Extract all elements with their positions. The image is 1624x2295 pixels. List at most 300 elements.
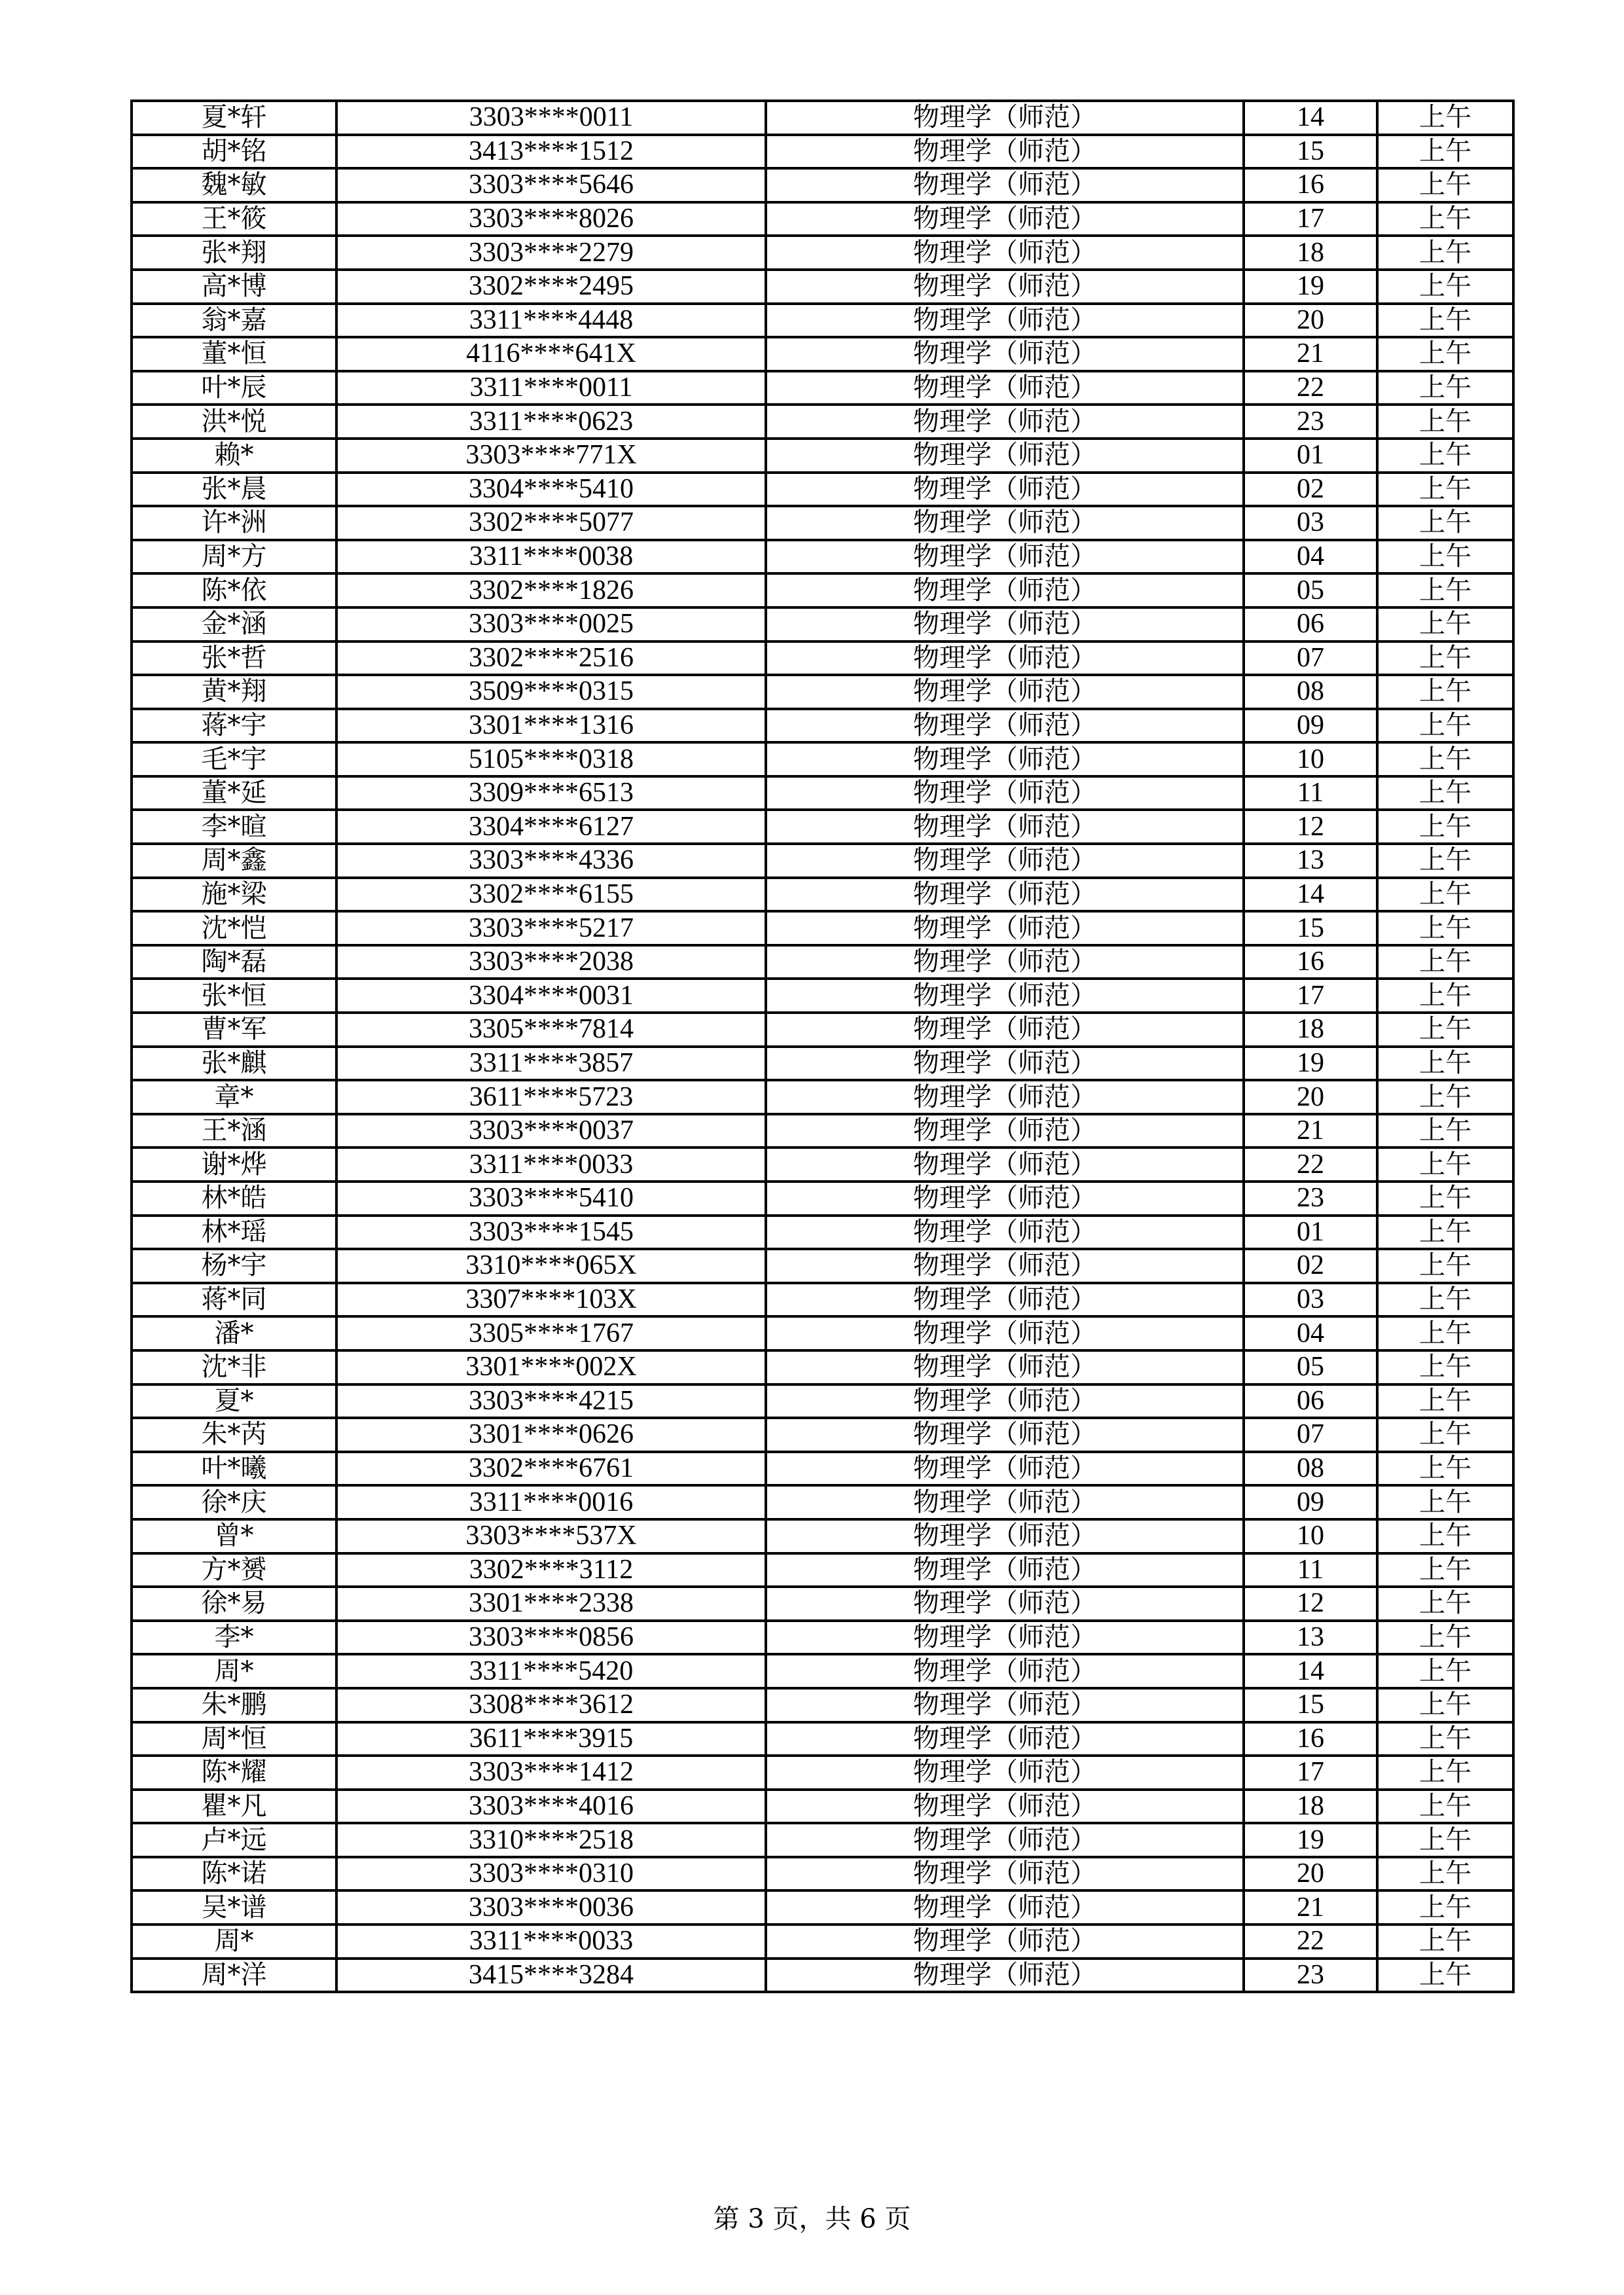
session-cell: 上午 xyxy=(1377,270,1513,304)
seat-number-cell: 10 xyxy=(1244,742,1377,776)
candidate-name-cell: 赖* xyxy=(132,439,336,473)
major-cell: 物理学（师范） xyxy=(766,810,1244,844)
candidate-name-cell: 周*恒 xyxy=(132,1722,336,1756)
session-cell: 上午 xyxy=(1377,607,1513,642)
table-row xyxy=(132,371,1513,405)
major-cell: 物理学（师范） xyxy=(766,573,1244,607)
seat-number-cell: 07 xyxy=(1244,642,1377,676)
seat-number-cell: 04 xyxy=(1244,540,1377,574)
id-number-cell: 3310****2518 xyxy=(336,1823,766,1857)
major-cell: 物理学（师范） xyxy=(766,270,1244,304)
table-row xyxy=(132,270,1513,304)
table-row xyxy=(132,675,1513,709)
major-cell: 物理学（师范） xyxy=(766,709,1244,743)
session-cell: 上午 xyxy=(1377,709,1513,743)
table-row xyxy=(132,168,1513,202)
session-cell: 上午 xyxy=(1377,1114,1513,1148)
major-cell: 物理学（师范） xyxy=(766,1283,1244,1317)
id-number-cell: 3303****537X xyxy=(336,1519,766,1553)
id-number-cell: 3303****5217 xyxy=(336,911,766,945)
table-row xyxy=(132,101,1513,135)
table-row xyxy=(132,1485,1513,1519)
table-row xyxy=(132,1452,1513,1486)
id-number-cell: 3311****5420 xyxy=(336,1654,766,1688)
seat-number-cell: 13 xyxy=(1244,844,1377,878)
id-number-cell: 3304****0031 xyxy=(336,979,766,1013)
table-row xyxy=(132,1013,1513,1047)
session-cell: 上午 xyxy=(1377,1823,1513,1857)
id-number-cell: 3309****6513 xyxy=(336,776,766,810)
seat-number-cell: 16 xyxy=(1244,945,1377,979)
seat-number-cell: 22 xyxy=(1244,1148,1377,1182)
table-row xyxy=(132,642,1513,676)
session-cell: 上午 xyxy=(1377,506,1513,540)
major-cell: 物理学（师范） xyxy=(766,371,1244,405)
seat-number-cell: 12 xyxy=(1244,810,1377,844)
table-row xyxy=(132,1722,1513,1756)
major-cell: 物理学（师范） xyxy=(766,844,1244,878)
seat-number-cell: 02 xyxy=(1244,1249,1377,1283)
table-row xyxy=(132,844,1513,878)
id-number-cell: 3303****5410 xyxy=(336,1182,766,1216)
session-cell: 上午 xyxy=(1377,1418,1513,1452)
id-number-cell: 3303****2038 xyxy=(336,945,766,979)
session-cell: 上午 xyxy=(1377,405,1513,439)
major-cell: 物理学（师范） xyxy=(766,742,1244,776)
candidate-name-cell: 曾* xyxy=(132,1519,336,1553)
session-cell: 上午 xyxy=(1377,1316,1513,1350)
table-row xyxy=(132,911,1513,945)
id-number-cell: 3303****1545 xyxy=(336,1216,766,1250)
seat-number-cell: 23 xyxy=(1244,1959,1377,1993)
seat-number-cell: 17 xyxy=(1244,202,1377,236)
table-row xyxy=(132,337,1513,371)
major-cell: 物理学（师范） xyxy=(766,1587,1244,1621)
major-cell: 物理学（师范） xyxy=(766,1553,1244,1587)
seat-number-cell: 15 xyxy=(1244,135,1377,169)
id-number-cell: 3302****6761 xyxy=(336,1452,766,1486)
id-number-cell: 3301****2338 xyxy=(336,1587,766,1621)
session-cell: 上午 xyxy=(1377,1890,1513,1925)
id-number-cell: 3311****0016 xyxy=(336,1485,766,1519)
id-number-cell: 3311****3857 xyxy=(336,1047,766,1081)
table-row xyxy=(132,202,1513,236)
session-cell: 上午 xyxy=(1377,1621,1513,1655)
id-number-cell: 3301****1316 xyxy=(336,709,766,743)
major-cell: 物理学（师范） xyxy=(766,202,1244,236)
candidate-name-cell: 魏*敏 xyxy=(132,168,336,202)
id-number-cell: 3311****4448 xyxy=(336,304,766,338)
major-cell: 物理学（师范） xyxy=(766,1519,1244,1553)
major-cell: 物理学（师范） xyxy=(766,945,1244,979)
id-number-cell: 3303****4336 xyxy=(336,844,766,878)
session-cell: 上午 xyxy=(1377,1182,1513,1216)
id-number-cell: 3301****0626 xyxy=(336,1418,766,1452)
seat-number-cell: 11 xyxy=(1244,776,1377,810)
session-cell: 上午 xyxy=(1377,1283,1513,1317)
table-row xyxy=(132,1654,1513,1688)
major-cell: 物理学（师范） xyxy=(766,304,1244,338)
table-row xyxy=(132,1890,1513,1925)
seat-number-cell: 22 xyxy=(1244,1925,1377,1959)
table-row xyxy=(132,1823,1513,1857)
session-cell: 上午 xyxy=(1377,1216,1513,1250)
seat-number-cell: 18 xyxy=(1244,1790,1377,1824)
candidate-name-cell: 周*方 xyxy=(132,540,336,574)
seat-number-cell: 10 xyxy=(1244,1519,1377,1553)
seat-number-cell: 11 xyxy=(1244,1553,1377,1587)
table-row xyxy=(132,742,1513,776)
session-cell: 上午 xyxy=(1377,1249,1513,1283)
id-number-cell: 3303****5646 xyxy=(336,168,766,202)
candidate-name-cell: 林*皓 xyxy=(132,1182,336,1216)
major-cell: 物理学（师范） xyxy=(766,1654,1244,1688)
candidate-name-cell: 蒋*宇 xyxy=(132,709,336,743)
seat-number-cell: 01 xyxy=(1244,439,1377,473)
id-number-cell: 3303****0036 xyxy=(336,1890,766,1925)
seat-number-cell: 16 xyxy=(1244,168,1377,202)
id-number-cell: 3413****1512 xyxy=(336,135,766,169)
candidate-name-cell: 高*博 xyxy=(132,270,336,304)
candidate-name-cell: 李*暄 xyxy=(132,810,336,844)
table-row xyxy=(132,1047,1513,1081)
table-row xyxy=(132,1688,1513,1722)
candidate-name-cell: 胡*铭 xyxy=(132,135,336,169)
seat-number-cell: 20 xyxy=(1244,1857,1377,1891)
candidate-name-cell: 陈*耀 xyxy=(132,1756,336,1790)
candidate-name-cell: 谢*烨 xyxy=(132,1148,336,1182)
seat-number-cell: 21 xyxy=(1244,1890,1377,1925)
candidate-name-cell: 潘* xyxy=(132,1316,336,1350)
seat-number-cell: 14 xyxy=(1244,878,1377,912)
major-cell: 物理学（师范） xyxy=(766,1316,1244,1350)
major-cell: 物理学（师范） xyxy=(766,506,1244,540)
major-cell: 物理学（师范） xyxy=(766,1148,1244,1182)
session-cell: 上午 xyxy=(1377,1553,1513,1587)
major-cell: 物理学（师范） xyxy=(766,1216,1244,1250)
seat-number-cell: 17 xyxy=(1244,1756,1377,1790)
seat-number-cell: 21 xyxy=(1244,337,1377,371)
major-cell: 物理学（师范） xyxy=(766,1857,1244,1891)
seat-number-cell: 18 xyxy=(1244,236,1377,270)
seat-number-cell: 12 xyxy=(1244,1587,1377,1621)
candidate-name-cell: 周*洋 xyxy=(132,1959,336,1993)
id-number-cell: 3311****0011 xyxy=(336,371,766,405)
table-row xyxy=(132,1316,1513,1350)
table-row xyxy=(132,1857,1513,1891)
id-number-cell: 3305****7814 xyxy=(336,1013,766,1047)
major-cell: 物理学（师范） xyxy=(766,1756,1244,1790)
major-cell: 物理学（师范） xyxy=(766,168,1244,202)
major-cell: 物理学（师范） xyxy=(766,1485,1244,1519)
candidate-name-cell: 周* xyxy=(132,1925,336,1959)
candidate-name-cell: 杨*宇 xyxy=(132,1249,336,1283)
session-cell: 上午 xyxy=(1377,878,1513,912)
candidate-name-cell: 徐*庆 xyxy=(132,1485,336,1519)
candidate-name-cell: 叶*曦 xyxy=(132,1452,336,1486)
id-number-cell: 3303****1412 xyxy=(336,1756,766,1790)
candidate-name-cell: 章* xyxy=(132,1080,336,1114)
id-number-cell: 3303****0856 xyxy=(336,1621,766,1655)
seat-number-cell: 14 xyxy=(1244,101,1377,135)
id-number-cell: 3310****065X xyxy=(336,1249,766,1283)
table-row xyxy=(132,1756,1513,1790)
candidate-name-cell: 朱*鹏 xyxy=(132,1688,336,1722)
candidate-name-cell: 张*麒 xyxy=(132,1047,336,1081)
candidate-name-cell: 张*恒 xyxy=(132,979,336,1013)
session-cell: 上午 xyxy=(1377,1756,1513,1790)
table-row xyxy=(132,945,1513,979)
id-number-cell: 3302****2495 xyxy=(336,270,766,304)
seat-number-cell: 16 xyxy=(1244,1722,1377,1756)
session-cell: 上午 xyxy=(1377,675,1513,709)
id-number-cell: 3303****0025 xyxy=(336,607,766,642)
candidate-name-cell: 徐*易 xyxy=(132,1587,336,1621)
id-number-cell: 3311****0038 xyxy=(336,540,766,574)
seat-number-cell: 15 xyxy=(1244,911,1377,945)
table-row xyxy=(132,776,1513,810)
table-row xyxy=(132,1553,1513,1587)
candidate-name-cell: 许*洲 xyxy=(132,506,336,540)
session-cell: 上午 xyxy=(1377,101,1513,135)
id-number-cell: 3303****8026 xyxy=(336,202,766,236)
table-row xyxy=(132,405,1513,439)
table-row xyxy=(132,1925,1513,1959)
candidate-name-cell: 瞿*凡 xyxy=(132,1790,336,1824)
major-cell: 物理学（师范） xyxy=(766,1688,1244,1722)
candidate-name-cell: 董*延 xyxy=(132,776,336,810)
table-row xyxy=(132,1216,1513,1250)
major-cell: 物理学（师范） xyxy=(766,405,1244,439)
table-row xyxy=(132,1384,1513,1419)
seat-number-cell: 20 xyxy=(1244,304,1377,338)
id-number-cell: 3302****5077 xyxy=(336,506,766,540)
session-cell: 上午 xyxy=(1377,844,1513,878)
session-cell: 上午 xyxy=(1377,135,1513,169)
seat-number-cell: 08 xyxy=(1244,1452,1377,1486)
session-cell: 上午 xyxy=(1377,573,1513,607)
candidate-name-cell: 董*恒 xyxy=(132,337,336,371)
table-row xyxy=(132,1182,1513,1216)
id-number-cell: 3509****0315 xyxy=(336,675,766,709)
candidate-name-cell: 张*晨 xyxy=(132,473,336,507)
id-number-cell: 3302****1826 xyxy=(336,573,766,607)
id-number-cell: 3311****0623 xyxy=(336,405,766,439)
seat-number-cell: 06 xyxy=(1244,1384,1377,1419)
table-row xyxy=(132,439,1513,473)
candidate-name-cell: 陈*依 xyxy=(132,573,336,607)
table-row xyxy=(132,1959,1513,1993)
table-row xyxy=(132,1080,1513,1114)
session-cell: 上午 xyxy=(1377,810,1513,844)
candidate-name-cell: 翁*嘉 xyxy=(132,304,336,338)
id-number-cell: 3303****2279 xyxy=(336,236,766,270)
major-cell: 物理学（师范） xyxy=(766,1621,1244,1655)
session-cell: 上午 xyxy=(1377,439,1513,473)
major-cell: 物理学（师范） xyxy=(766,101,1244,135)
major-cell: 物理学（师范） xyxy=(766,1925,1244,1959)
candidate-name-cell: 吴*谱 xyxy=(132,1890,336,1925)
session-cell: 上午 xyxy=(1377,1350,1513,1384)
major-cell: 物理学（师范） xyxy=(766,1790,1244,1824)
seat-number-cell: 06 xyxy=(1244,607,1377,642)
major-cell: 物理学（师范） xyxy=(766,1182,1244,1216)
table-row xyxy=(132,1621,1513,1655)
session-cell: 上午 xyxy=(1377,1013,1513,1047)
major-cell: 物理学（师范） xyxy=(766,1080,1244,1114)
session-cell: 上午 xyxy=(1377,1047,1513,1081)
major-cell: 物理学（师范） xyxy=(766,1114,1244,1148)
candidate-name-cell: 曹*军 xyxy=(132,1013,336,1047)
major-cell: 物理学（师范） xyxy=(766,135,1244,169)
id-number-cell: 3311****0033 xyxy=(336,1148,766,1182)
seat-number-cell: 05 xyxy=(1244,573,1377,607)
major-cell: 物理学（师范） xyxy=(766,473,1244,507)
candidate-name-cell: 夏* xyxy=(132,1384,336,1419)
major-cell: 物理学（师范） xyxy=(766,776,1244,810)
candidate-table xyxy=(130,99,1515,1993)
major-cell: 物理学（师范） xyxy=(766,607,1244,642)
id-number-cell: 3311****0033 xyxy=(336,1925,766,1959)
major-cell: 物理学（师范） xyxy=(766,1013,1244,1047)
major-cell: 物理学（师范） xyxy=(766,1890,1244,1925)
id-number-cell: 3307****103X xyxy=(336,1283,766,1317)
seat-number-cell: 07 xyxy=(1244,1418,1377,1452)
seat-number-cell: 21 xyxy=(1244,1114,1377,1148)
id-number-cell: 3415****3284 xyxy=(336,1959,766,1993)
session-cell: 上午 xyxy=(1377,1925,1513,1959)
candidate-name-cell: 王*筱 xyxy=(132,202,336,236)
major-cell: 物理学（师范） xyxy=(766,236,1244,270)
candidate-name-cell: 朱*芮 xyxy=(132,1418,336,1452)
session-cell: 上午 xyxy=(1377,776,1513,810)
candidate-name-cell: 王*涵 xyxy=(132,1114,336,1148)
major-cell: 物理学（师范） xyxy=(766,1452,1244,1486)
seat-number-cell: 19 xyxy=(1244,1047,1377,1081)
seat-number-cell: 13 xyxy=(1244,1621,1377,1655)
major-cell: 物理学（师范） xyxy=(766,911,1244,945)
session-cell: 上午 xyxy=(1377,1959,1513,1993)
table-row xyxy=(132,1249,1513,1283)
session-cell: 上午 xyxy=(1377,1654,1513,1688)
session-cell: 上午 xyxy=(1377,1587,1513,1621)
candidate-name-cell: 沈*恺 xyxy=(132,911,336,945)
table-row xyxy=(132,1350,1513,1384)
candidate-name-cell: 夏*轩 xyxy=(132,101,336,135)
candidate-name-cell: 陈*诺 xyxy=(132,1857,336,1891)
seat-number-cell: 17 xyxy=(1244,979,1377,1013)
id-number-cell: 3611****5723 xyxy=(336,1080,766,1114)
id-number-cell: 3304****6127 xyxy=(336,810,766,844)
candidate-name-cell: 李* xyxy=(132,1621,336,1655)
session-cell: 上午 xyxy=(1377,742,1513,776)
candidate-name-cell: 陶*磊 xyxy=(132,945,336,979)
table-row xyxy=(132,573,1513,607)
id-number-cell: 3303****4016 xyxy=(336,1790,766,1824)
seat-number-cell: 02 xyxy=(1244,473,1377,507)
candidate-name-cell: 林*瑶 xyxy=(132,1216,336,1250)
table-row xyxy=(132,709,1513,743)
candidate-name-cell: 方*赟 xyxy=(132,1553,336,1587)
candidate-name-cell: 沈*非 xyxy=(132,1350,336,1384)
candidate-name-cell: 施*梁 xyxy=(132,878,336,912)
major-cell: 物理学（师范） xyxy=(766,1823,1244,1857)
table-row xyxy=(132,1114,1513,1148)
major-cell: 物理学（师范） xyxy=(766,337,1244,371)
table-row xyxy=(132,1587,1513,1621)
major-cell: 物理学（师范） xyxy=(766,540,1244,574)
id-number-cell: 3302****2516 xyxy=(336,642,766,676)
seat-number-cell: 03 xyxy=(1244,506,1377,540)
session-cell: 上午 xyxy=(1377,1080,1513,1114)
table-row xyxy=(132,607,1513,642)
table-row xyxy=(132,506,1513,540)
candidate-name-cell: 金*涵 xyxy=(132,607,336,642)
session-cell: 上午 xyxy=(1377,1519,1513,1553)
major-cell: 物理学（师范） xyxy=(766,878,1244,912)
session-cell: 上午 xyxy=(1377,202,1513,236)
candidate-name-cell: 卢*远 xyxy=(132,1823,336,1857)
session-cell: 上午 xyxy=(1377,1452,1513,1486)
candidate-name-cell: 洪*悦 xyxy=(132,405,336,439)
seat-number-cell: 22 xyxy=(1244,371,1377,405)
candidate-table-container xyxy=(130,99,1499,1993)
id-number-cell: 3303****0310 xyxy=(336,1857,766,1891)
session-cell: 上午 xyxy=(1377,337,1513,371)
id-number-cell: 3304****5410 xyxy=(336,473,766,507)
seat-number-cell: 01 xyxy=(1244,1216,1377,1250)
session-cell: 上午 xyxy=(1377,911,1513,945)
seat-number-cell: 23 xyxy=(1244,1182,1377,1216)
session-cell: 上午 xyxy=(1377,642,1513,676)
major-cell: 物理学（师范） xyxy=(766,1249,1244,1283)
major-cell: 物理学（师范） xyxy=(766,675,1244,709)
seat-number-cell: 08 xyxy=(1244,675,1377,709)
major-cell: 物理学（师范） xyxy=(766,1722,1244,1756)
seat-number-cell: 19 xyxy=(1244,270,1377,304)
major-cell: 物理学（师范） xyxy=(766,1418,1244,1452)
major-cell: 物理学（师范） xyxy=(766,1384,1244,1419)
candidate-name-cell: 蒋*同 xyxy=(132,1283,336,1317)
id-number-cell: 4116****641X xyxy=(336,337,766,371)
candidate-name-cell: 张*翔 xyxy=(132,236,336,270)
table-row xyxy=(132,878,1513,912)
id-number-cell: 3303****771X xyxy=(336,439,766,473)
seat-number-cell: 09 xyxy=(1244,1485,1377,1519)
table-row xyxy=(132,304,1513,338)
session-cell: 上午 xyxy=(1377,371,1513,405)
candidate-name-cell: 张*哲 xyxy=(132,642,336,676)
id-number-cell: 3301****002X xyxy=(336,1350,766,1384)
session-cell: 上午 xyxy=(1377,945,1513,979)
table-row xyxy=(132,1519,1513,1553)
major-cell: 物理学（师范） xyxy=(766,642,1244,676)
candidate-name-cell: 毛*宇 xyxy=(132,742,336,776)
id-number-cell: 3308****3612 xyxy=(336,1688,766,1722)
seat-number-cell: 03 xyxy=(1244,1283,1377,1317)
seat-number-cell: 09 xyxy=(1244,709,1377,743)
seat-number-cell: 14 xyxy=(1244,1654,1377,1688)
major-cell: 物理学（师范） xyxy=(766,1350,1244,1384)
table-row xyxy=(132,1148,1513,1182)
table-row xyxy=(132,810,1513,844)
session-cell: 上午 xyxy=(1377,1148,1513,1182)
id-number-cell: 3611****3915 xyxy=(336,1722,766,1756)
candidate-name-cell: 周* xyxy=(132,1654,336,1688)
table-row xyxy=(132,1283,1513,1317)
major-cell: 物理学（师范） xyxy=(766,439,1244,473)
table-row xyxy=(132,473,1513,507)
